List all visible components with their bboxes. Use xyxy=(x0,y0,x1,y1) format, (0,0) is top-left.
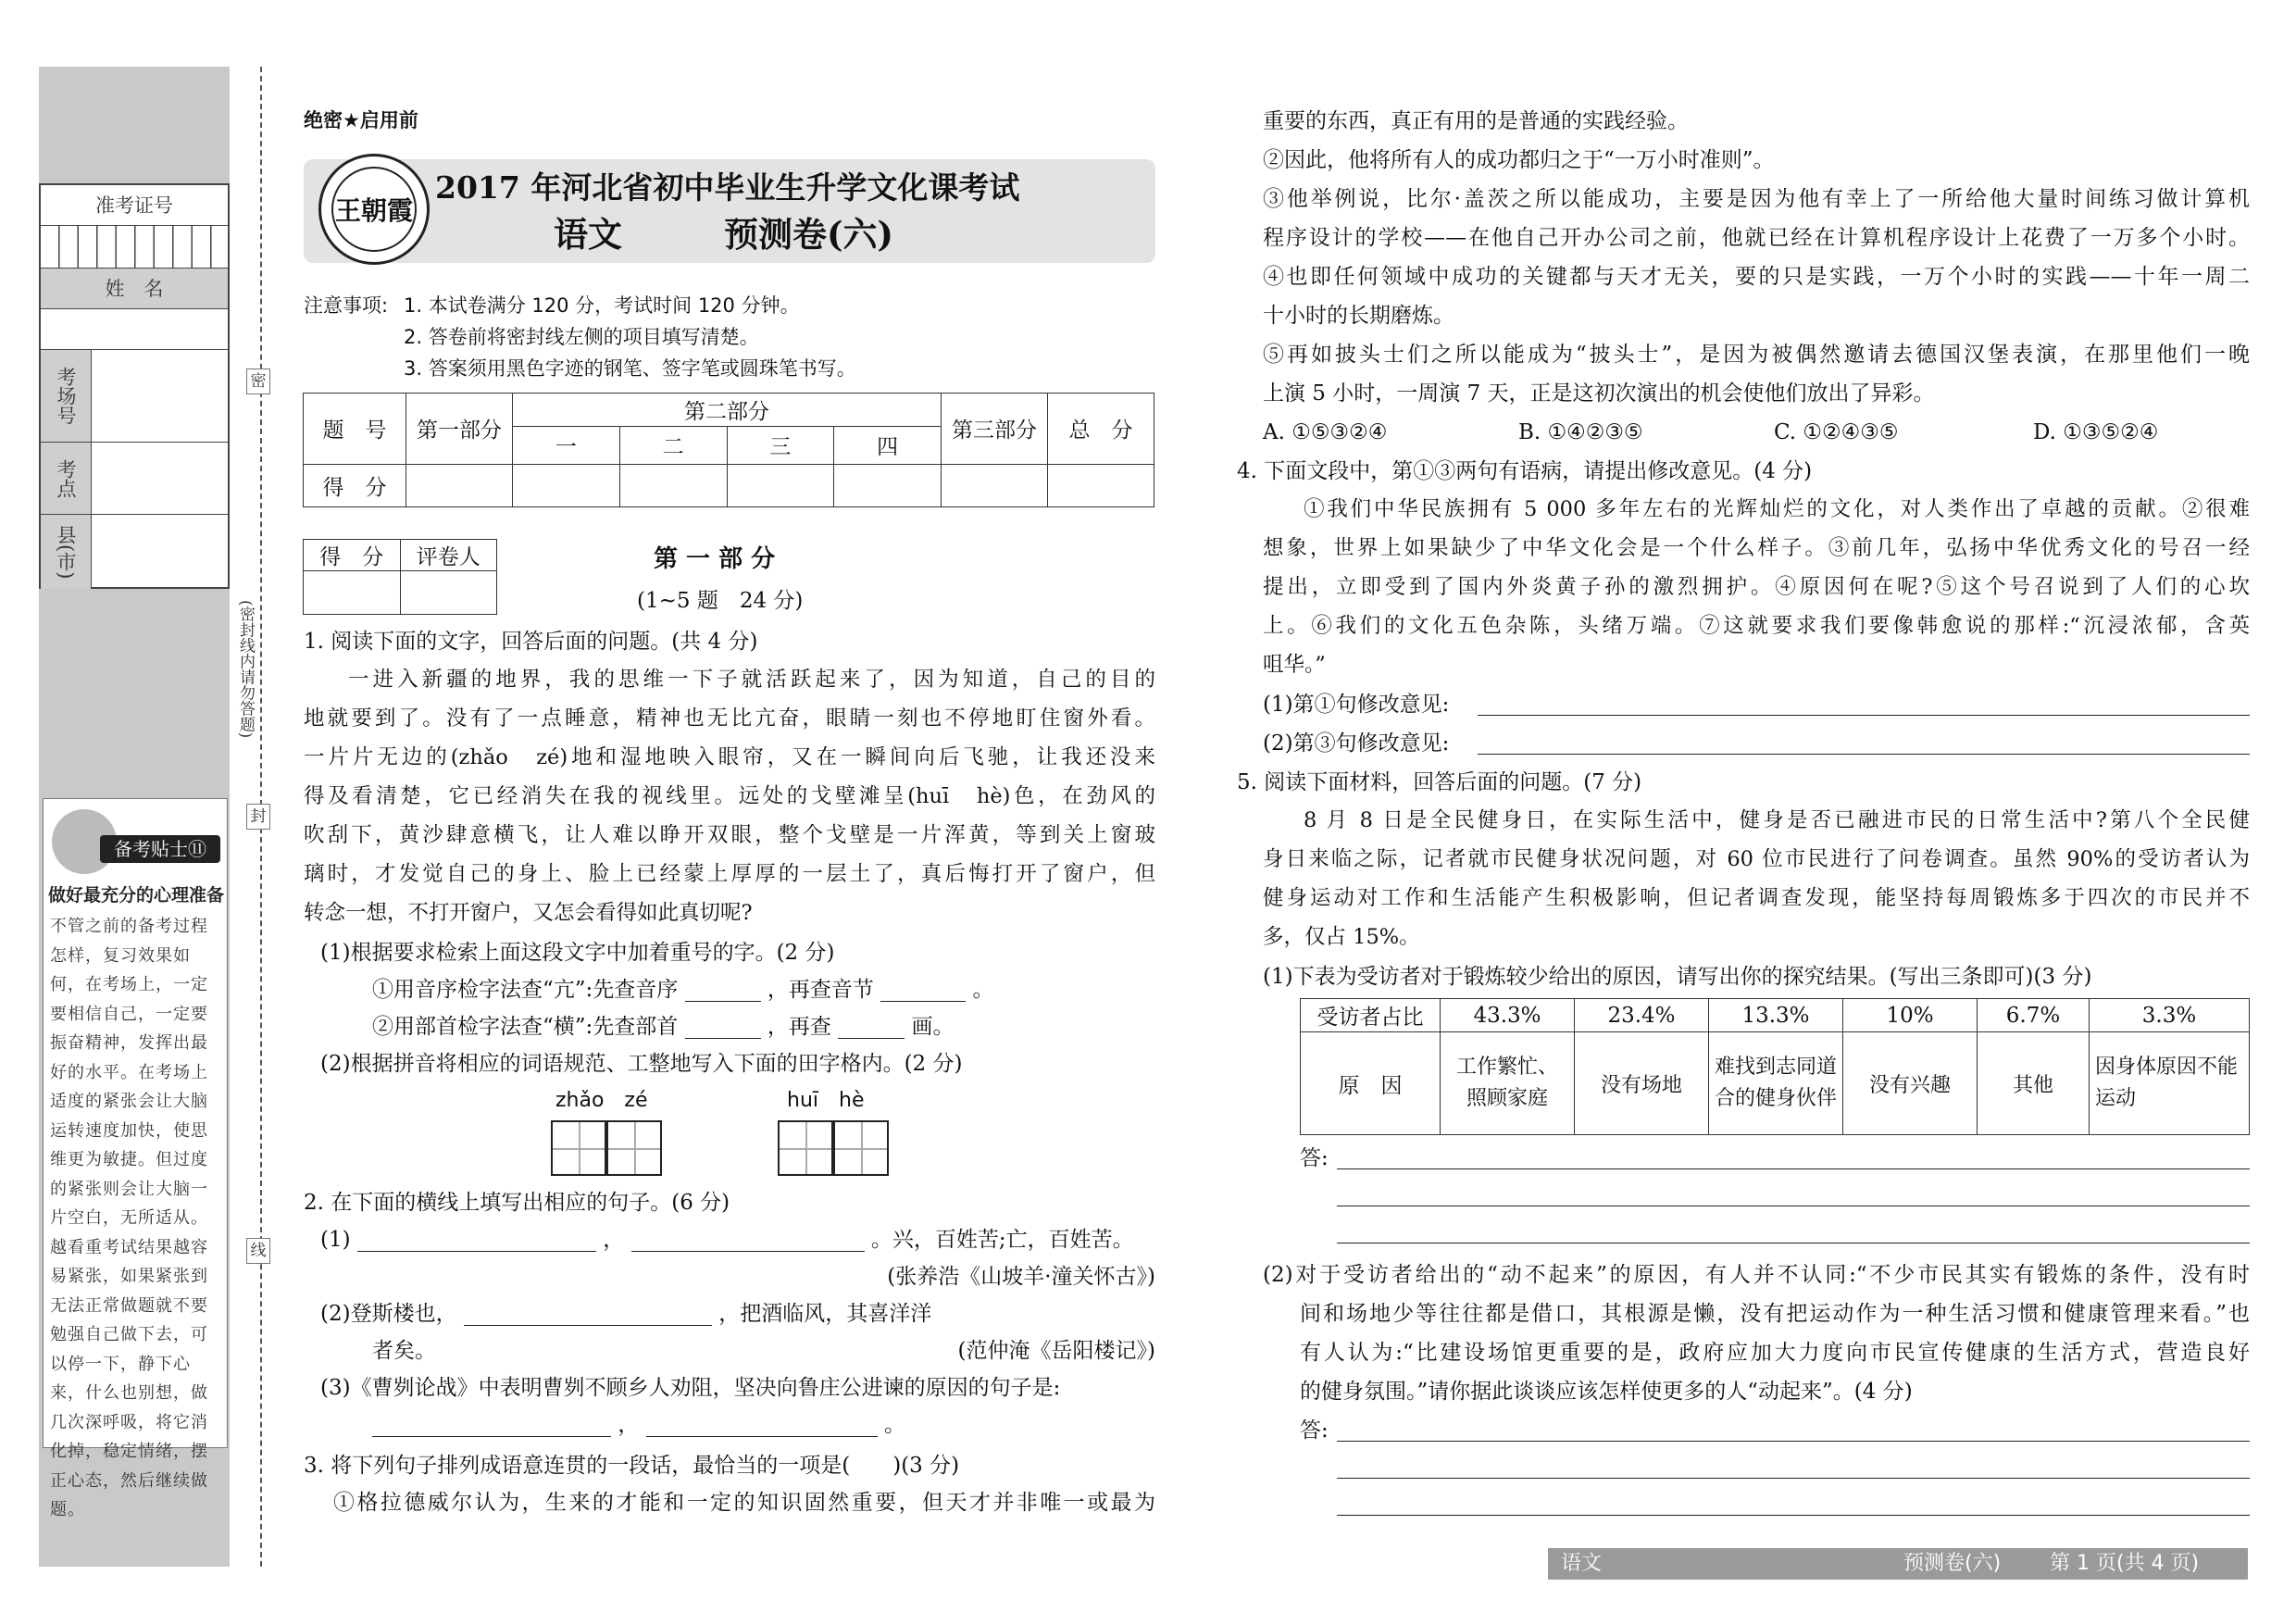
q2-a-blank2[interactable] xyxy=(631,1251,865,1252)
score-cell[interactable] xyxy=(942,464,1048,506)
grader-name-cell[interactable] xyxy=(400,571,497,615)
q4-passage-line: ①我们中华民族拥有 5 000 多年左右的光辉灿烂的文化，对人类作出了卓越的贡献。②很难 xyxy=(1304,497,2250,521)
q2-a-end: 。兴，百姓苦;亡，百姓苦。 xyxy=(870,1228,1134,1252)
q2-c-blank1[interactable] xyxy=(372,1436,611,1437)
grader-table xyxy=(303,539,497,615)
q3-line: ①格拉德威尔认为，生来的才能和一定的知识固然重要，但天才并非唯一或最为 xyxy=(333,1491,1155,1515)
q2-a-pre: (1) xyxy=(320,1228,351,1252)
q2-a-blank1[interactable] xyxy=(357,1251,596,1252)
score-cell[interactable] xyxy=(1048,464,1154,506)
q1-passage-line: 地就要到了。没有了一点睡意，精神也无比亢奋，眼睛一刻也不停地盯住窗外看。 xyxy=(304,706,1155,731)
q2-b-pre: (2)登斯楼也， xyxy=(320,1302,457,1326)
q5-sub1: (1)下表为受访者对于锻炼较少给出的原因，请写出你的探究结果。(写出三条即可)(3 分) xyxy=(1263,965,2092,989)
q5-answer2-line[interactable] xyxy=(1337,1478,2250,1479)
q2-a-source: (张养浩《山坡羊·潼关怀古》) xyxy=(887,1265,1155,1289)
tianzige-box[interactable] xyxy=(833,1120,889,1176)
q1-sub1-b-blank2[interactable] xyxy=(838,1038,905,1039)
score-cell[interactable] xyxy=(727,464,834,506)
subject-title: 语文 xyxy=(554,214,622,255)
q3-line: ②因此，他将所有人的成功都归之于“一万小时准则”。 xyxy=(1263,148,1775,172)
q1-pinyin-2: huī hè xyxy=(787,1089,865,1112)
survey-reason-label: 原 因 xyxy=(1301,1032,1441,1135)
q4-passage-line: 提出，立即受到了国内外炎黄子孙的激烈拥护。④原因何在呢?⑤这个号召说到了人们的心坎 xyxy=(1263,575,2250,599)
q2-b-blank1[interactable] xyxy=(464,1325,712,1326)
q5-passage-line: 多，仅占 15%。 xyxy=(1263,925,1420,949)
q5-passage-line: 健身运动对工作和生活能产生积极影响，但记者调查发现，能坚持每周锻炼多于四次的市民并不 xyxy=(1263,886,2250,910)
q4-answer-1-line[interactable] xyxy=(1478,715,2250,716)
tianzige-box[interactable] xyxy=(551,1120,606,1176)
col-part2-sub: 二 xyxy=(619,427,727,464)
q5-answer-label: 答: xyxy=(1300,1146,1329,1170)
q1-sub2: (2)根据拼音将相应的词语规范、工整地写入下面的田字格内。(2 分) xyxy=(320,1052,963,1076)
survey-percent: 23.4% xyxy=(1575,999,1709,1032)
q5-answer2-line[interactable] xyxy=(1337,1515,2250,1516)
tip-body: 不管之前的备考过程怎样，复习效果如何，在考场上，一定要相信自己，一定要振奋精神，发挥出最好的水平。在考场上适度的紧张会让大脑运转速度加快，使思维更为敏捷。但过度的紧张则会让大脑一片空白，无所适从。越看重考试结果越容易紧张，如果紧张到无法正常做题就不要勉强自己做下去，可以停一下，静下心来，什么也别想，做几次深呼吸，将它消化掉，稳定情绪，摆正心态，然后继续做题。 xyxy=(50,917,208,1519)
survey-percent: 43.3% xyxy=(1441,999,1575,1032)
q1-sub1-b-mid: ，再查 xyxy=(767,1015,831,1039)
q2-a xyxy=(320,1228,1134,1252)
q1-passage-line: 转念一想，不打开窗户，又怎会看得如此真切呢? xyxy=(304,901,753,925)
q5-stem: 5. 阅读下面材料，回答后面的问题。(7 分) xyxy=(1237,770,1642,794)
q3-line: 十小时的长期磨炼。 xyxy=(1263,304,1454,328)
q5-sub2-line: 的健身氛围。”请你据此谈谈应该怎样使更多的人“动起来”。(4 分) xyxy=(1300,1380,1913,1404)
q1-passage-line: 璃时，才发觉自己的身上、脸上已经蒙上厚厚的一层土了，真后悔打开了窗户，但 xyxy=(304,862,1155,886)
site-row[interactable] xyxy=(41,443,228,515)
q2-c-blank2[interactable] xyxy=(646,1436,878,1437)
q5-answer2-label: 答: xyxy=(1300,1418,1329,1443)
q1-sub1-a-mid: ，再查音节 xyxy=(767,978,874,1002)
q1-passage-line: 一片片无边的(zhǎo zé)地和湿地映入眼帘，又在一瞬间向后飞驰，让我还没来 xyxy=(304,745,1155,769)
grader-score-cell[interactable] xyxy=(304,571,401,615)
q2-c-end: 。 xyxy=(883,1413,905,1437)
q5-sub2-line: (2)对于受访者给出的“动不起来”的原因，有人并不认同:“不少市民其实有锻炼的条件，没有时 xyxy=(1263,1263,2250,1287)
name-label: 姓 名 xyxy=(105,278,164,300)
page-footer xyxy=(1548,1548,2248,1580)
q1-sub1: (1)根据要求检索上面这段文字中加着重号的字。(2 分) xyxy=(320,941,835,965)
survey-reason: 工作繁忙、照顾家庭 xyxy=(1441,1032,1575,1135)
venue-row[interactable] xyxy=(41,350,228,443)
score-cell[interactable] xyxy=(406,464,513,506)
q3-option-a[interactable]: A. ①⑤③②④ xyxy=(1263,420,1388,444)
survey-table xyxy=(1300,998,2250,1135)
col-part2-sub: 四 xyxy=(834,427,942,464)
exam-number-label: 准考证号 xyxy=(95,194,173,217)
q1-passage-line: 一进入新疆的地界，我的思维一下子就活跃起来了，因为知道，自己的目的 xyxy=(348,668,1155,692)
seal-mark-mi: 密 xyxy=(246,369,270,394)
exam-number-boxes[interactable] xyxy=(41,226,228,269)
score-cell[interactable] xyxy=(513,464,620,506)
survey-head-label: 受访者占比 xyxy=(1301,999,1441,1032)
venue-label: 考场号 xyxy=(41,350,92,442)
tip-title: 做好最充分的心理准备 xyxy=(48,885,225,906)
q2-b-end: ，把酒临风，其喜洋洋 xyxy=(718,1302,932,1326)
q1-sub1-b xyxy=(372,1015,955,1039)
notice-item: 2. 答卷前将密封线左侧的项目填写清楚。 xyxy=(404,326,759,348)
q1-sub1-a-blank1[interactable] xyxy=(685,1001,761,1002)
q4-stem: 4. 下面文段中，第①③两句有语病，请提出修改意见。(4 分) xyxy=(1237,459,1813,483)
notice-item: 3. 答案须用黑色字迹的钢笔、签字笔或圆珠笔书写。 xyxy=(404,357,856,380)
col-part1: 第一部分 xyxy=(406,394,513,465)
grader-score-label: 得 分 xyxy=(304,540,401,571)
q3-line: 程序设计的学校——在他自己开办公司之前，他就已经在计算机程序设计上花费了一万多个小时。 xyxy=(1263,226,2250,250)
col-part2-sub: 三 xyxy=(727,427,834,464)
q5-sub2-line: 有人认为:“比建设场馆更重要的是，政府应加大力度向市民宣传健康的生活方式，营造良好 xyxy=(1300,1341,2250,1365)
q1-sub1-a-blank2[interactable] xyxy=(880,1001,966,1002)
seal-mark-xian: 线 xyxy=(246,1238,270,1264)
q2-b-source: (范仲淹《岳阳楼记》) xyxy=(957,1339,1155,1363)
q3-line: ④也即任何领域中成功的关键都与天才无关，要的只是实践，一万个小时的实践——十年一周二 xyxy=(1263,265,2250,289)
q2-b xyxy=(320,1302,931,1326)
seal-note: (密封线内请勿答题) xyxy=(233,600,256,738)
q5-passage-line: 身日来临之际，记者就市民健身状况问题，对 60 位市民进行了问卷调查。虽然 90%的受访者认为 xyxy=(1263,847,2250,871)
q1-pinyin-1: zhǎo zé xyxy=(555,1089,648,1112)
seal-mark-feng: 封 xyxy=(246,804,270,830)
q3-line: ③他举例说，比尔·盖茨之所以能成功，主要是因为他有幸上了一所给他大量时间练习做计算机 xyxy=(1263,187,2250,211)
q1-sub1-a xyxy=(372,978,994,1002)
q1-sub1-b-end: 画。 xyxy=(911,1015,955,1039)
q3-stem: 3. 将下列句子排列成语意连贯的一段话，最恰当的一项是( )(3 分) xyxy=(304,1454,960,1478)
survey-reason: 没有场地 xyxy=(1575,1032,1709,1135)
grader-name-label: 评卷人 xyxy=(400,540,497,571)
q1-sub1-b-blank1[interactable] xyxy=(685,1038,761,1039)
q3-option-d[interactable]: D. ①③⑤②④ xyxy=(2033,420,2159,444)
q3-line: ⑤再如披头士们之所以能成为“披头士”，是因为被偶然邀请去德国汉堡表演，在那里他们一晚 xyxy=(1263,343,2250,367)
col-total: 总 分 xyxy=(1048,394,1154,465)
survey-percent: 6.7% xyxy=(1978,999,2090,1032)
survey-percent: 13.3% xyxy=(1709,999,1843,1032)
q1-passage-line: 吹刮下，黄沙肆意横飞，让人难以睁开双眼，整个戈壁是一片浑黄，等到关上窗玻 xyxy=(304,823,1155,847)
q2-c-prompt: (3)《曹刿论战》中表明曹刿不顾乡人劝阻，坚决向鲁庄公进谏的原因的句子是: xyxy=(320,1376,1061,1400)
score-table xyxy=(303,393,1154,507)
col-part3: 第三部分 xyxy=(942,394,1048,465)
confidential-mark: 绝密★启用前 xyxy=(304,109,418,131)
q4-answer-2-label: (2)第③句修改意见: xyxy=(1263,731,1450,756)
q1-sub1-b-pre: ②用部首检字法查“横”:先查部首 xyxy=(372,1015,679,1039)
q1-sub1-a-pre: ①用音序检字法查“亢”:先查音序 xyxy=(372,978,679,1002)
name-field[interactable] xyxy=(41,309,228,350)
tianzige-box[interactable] xyxy=(606,1120,662,1176)
q5-answer-line[interactable] xyxy=(1337,1168,2250,1169)
q2-a-sep: ， xyxy=(603,1228,625,1252)
q3-line: 上演 5 小时，一周演 7 天，正是这初次演出的机会使他们放出了异彩。 xyxy=(1263,381,1935,406)
q2-c-sep: ， xyxy=(618,1413,640,1437)
score-cell[interactable] xyxy=(834,464,942,506)
survey-reason: 难找到志同道合的健身伙伴 xyxy=(1709,1032,1843,1135)
row-score-label: 得 分 xyxy=(304,464,406,506)
exam-number-header xyxy=(41,185,228,226)
notice-label: 注意事项: xyxy=(304,294,389,317)
paper-title: 预测卷(六) xyxy=(724,214,894,255)
tip-badge: 备考贴士⑪ xyxy=(100,835,220,863)
student-info-box xyxy=(39,183,230,589)
q5-passage-line: 8 月 8 日是全民健身日，在实际生活中，健身是否已融进市民的日常生活中?第八个全民健 xyxy=(1304,808,2250,832)
name-header xyxy=(41,269,228,309)
q5-answer2-line[interactable] xyxy=(1337,1441,2250,1442)
q2-c xyxy=(372,1413,905,1437)
score-cell[interactable] xyxy=(619,464,727,506)
tianzige-box[interactable] xyxy=(778,1120,833,1176)
col-part2: 第二部分 xyxy=(513,394,942,427)
q4-passage-line: 咀华。” xyxy=(1263,653,1326,677)
q4-passage-line: 上。⑥我们的文化五色杂陈，头绪万端。⑦这就要求我们要像韩愈说的那样:“沉浸浓郁，含英 xyxy=(1263,614,2250,638)
q4-answer-1-label: (1)第①句修改意见: xyxy=(1263,693,1450,717)
col-question: 题 号 xyxy=(304,394,406,465)
q4-answer-2-line[interactable] xyxy=(1478,754,2250,755)
survey-reason: 没有兴趣 xyxy=(1843,1032,1978,1135)
q3-option-c[interactable]: C. ①②④③⑤ xyxy=(1774,420,1899,444)
q4-passage-line: 想象，世界上如果缺少了中华文化会是一个什么样子。③前几年，弘扬中华优秀文化的号召一经 xyxy=(1263,536,2250,560)
q2-b-tail: 者矣。 xyxy=(372,1339,436,1363)
part-one-title: 第 一 部 分 xyxy=(654,545,776,573)
footer-paper: 预测卷(六) xyxy=(1903,1552,2002,1575)
q1-passage-line: 得及看清楚，它已经消失在我的视线里。远处的戈壁滩呈(huī hè)色，在劲风的 xyxy=(304,784,1155,808)
q3-option-b[interactable]: B. ①④②③⑤ xyxy=(1518,420,1643,444)
exam-title: 2017 年河北省初中毕业生升学文化课考试 xyxy=(435,169,1020,206)
footer-page: 第 1 页(共 4 页) xyxy=(2050,1552,2200,1575)
survey-reason: 其他 xyxy=(1978,1032,2090,1135)
survey-percent: 10% xyxy=(1843,999,1978,1032)
survey-percent: 3.3% xyxy=(2090,999,2250,1032)
survey-reason: 因身体原因不能运动 xyxy=(2090,1032,2250,1135)
col-part2-sub: 一 xyxy=(513,427,620,464)
q3-line: 重要的东西，真正有用的是普通的实践经验。 xyxy=(1263,109,1689,133)
site-label: 考点 xyxy=(41,443,92,514)
q2-stem: 2. 在下面的横线上填写出相应的句子。(6 分) xyxy=(304,1191,730,1215)
q1-sub1-a-end: 。 xyxy=(972,978,994,1002)
q5-sub2-line: 间和场地少等往往都是借口，其根源是懒，没有把运动作为一种生活习惯和健康管理来看。”也 xyxy=(1300,1302,2250,1326)
notice-item: 1. 本试卷满分 120 分，考试时间 120 分钟。 xyxy=(404,294,800,317)
q1-stem: 1. 阅读下面的文字，回答后面的问题。(共 4 分) xyxy=(304,630,758,654)
county-row[interactable] xyxy=(41,515,228,589)
part-one-range: (1~5 题 24 分) xyxy=(637,589,804,613)
county-label: 县(市) xyxy=(41,515,92,589)
publisher-logo-text: 王朝霞 xyxy=(331,167,417,252)
footer-subject: 语文 xyxy=(1561,1552,1603,1575)
